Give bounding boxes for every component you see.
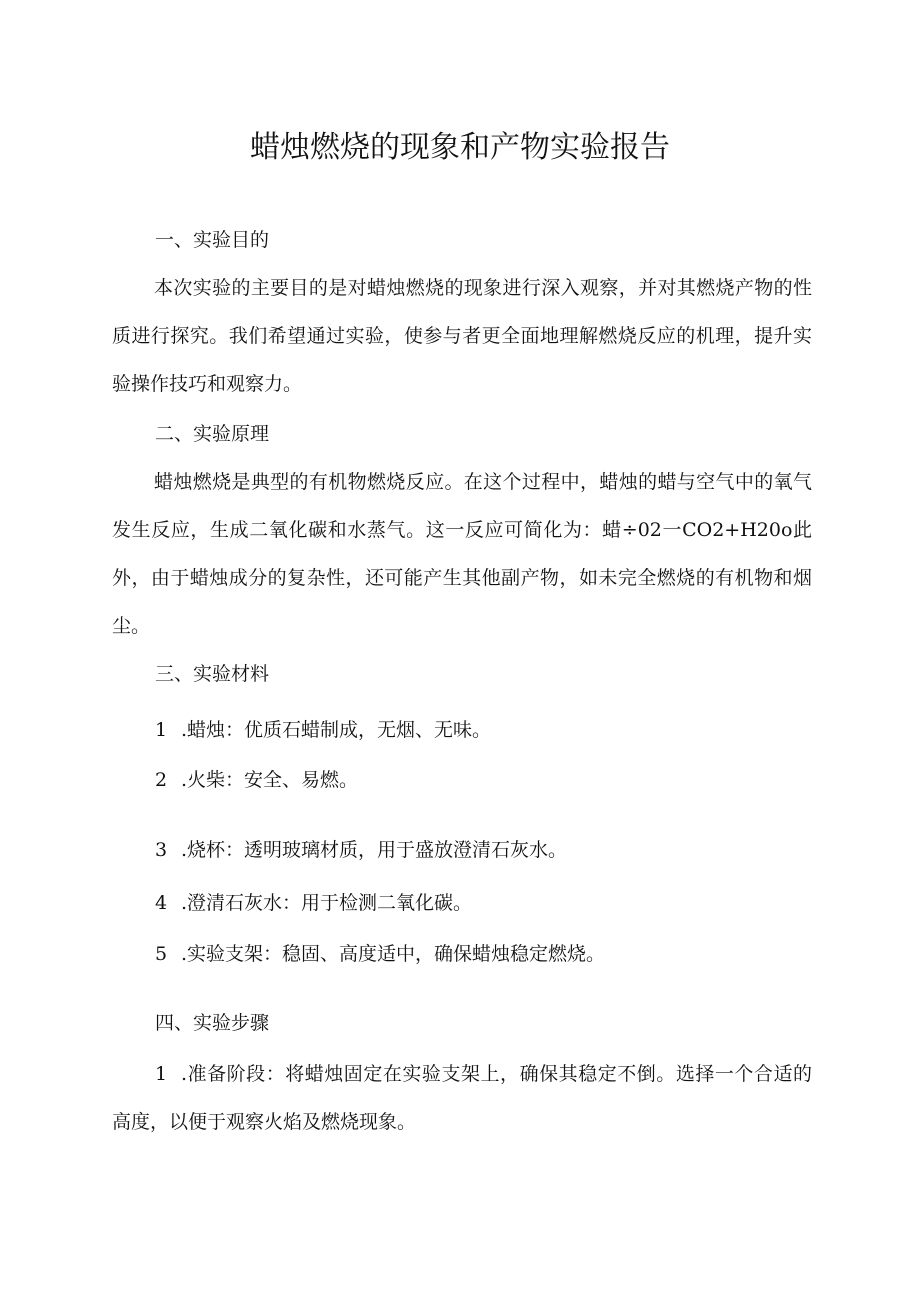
section-heading-principle: 二、实验原理 [155, 423, 270, 445]
section-heading-materials: 三、实验材料 [155, 663, 270, 685]
paragraph-purpose: 本次实验的主要目的是对蜡烛燃烧的现象进行深入观察，并对其燃烧产物的性质进行探究。我们希望通过实验，使参与者更全面地理解燃烧反应的机理，提升实验操作技巧和观察力。 [112, 277, 812, 395]
list-item [155, 766, 358, 794]
list-item-text: .火柴：安全、易燃。 [181, 769, 359, 791]
list-item [155, 940, 605, 968]
list-item-text: .澄清石灰水：用于检测二氧化碳。 [181, 892, 473, 914]
list-item-text: .实验支架：稳固、高度适中，确保蜡烛稳定燃烧。 [181, 943, 606, 965]
list-item-number: 1 [155, 1063, 168, 1085]
list-item [112, 1050, 812, 1146]
section-heading-purpose: 一、实验目的 [155, 229, 270, 251]
list-item [155, 716, 491, 744]
list-item-number: 3 [155, 839, 168, 861]
list-item-text: .烧杯：透明玻璃材质，用于盛放澄清石灰水。 [181, 839, 568, 861]
list-item-text: .蜡烛：优质石蜡制成，无烟、无味。 [181, 719, 492, 741]
list-item-number: 4 [155, 892, 168, 914]
list-item-number: 5 [155, 943, 168, 965]
list-item-number: 2 [155, 769, 168, 791]
section-heading-steps: 四、实验步骤 [155, 1012, 270, 1034]
list-item [155, 889, 472, 917]
list-item-number: 1 [155, 719, 168, 741]
list-item [155, 836, 567, 864]
list-item-text: .准备阶段：将蜡烛固定在实验支架上，确保其稳定不倒。选择一个合适的高度，以便于观察火焰及燃烧现象。 [112, 1063, 812, 1133]
paragraph-principle: 蜡烛燃烧是典型的有机物燃烧反应。在这个过程中，蜡烛的蜡与空气中的氧气发生反应，生成二氧化碳和水蒸气。这一反应可简化为：蜡÷02一CO2+H20o此外，由于蜡烛成分的复杂性，还可能产生其他副产物，如未完全燃烧的有机物和烟尘。 [112, 471, 812, 637]
document-title: 蜡烛燃烧的现象和产物实验报告 [250, 130, 670, 165]
